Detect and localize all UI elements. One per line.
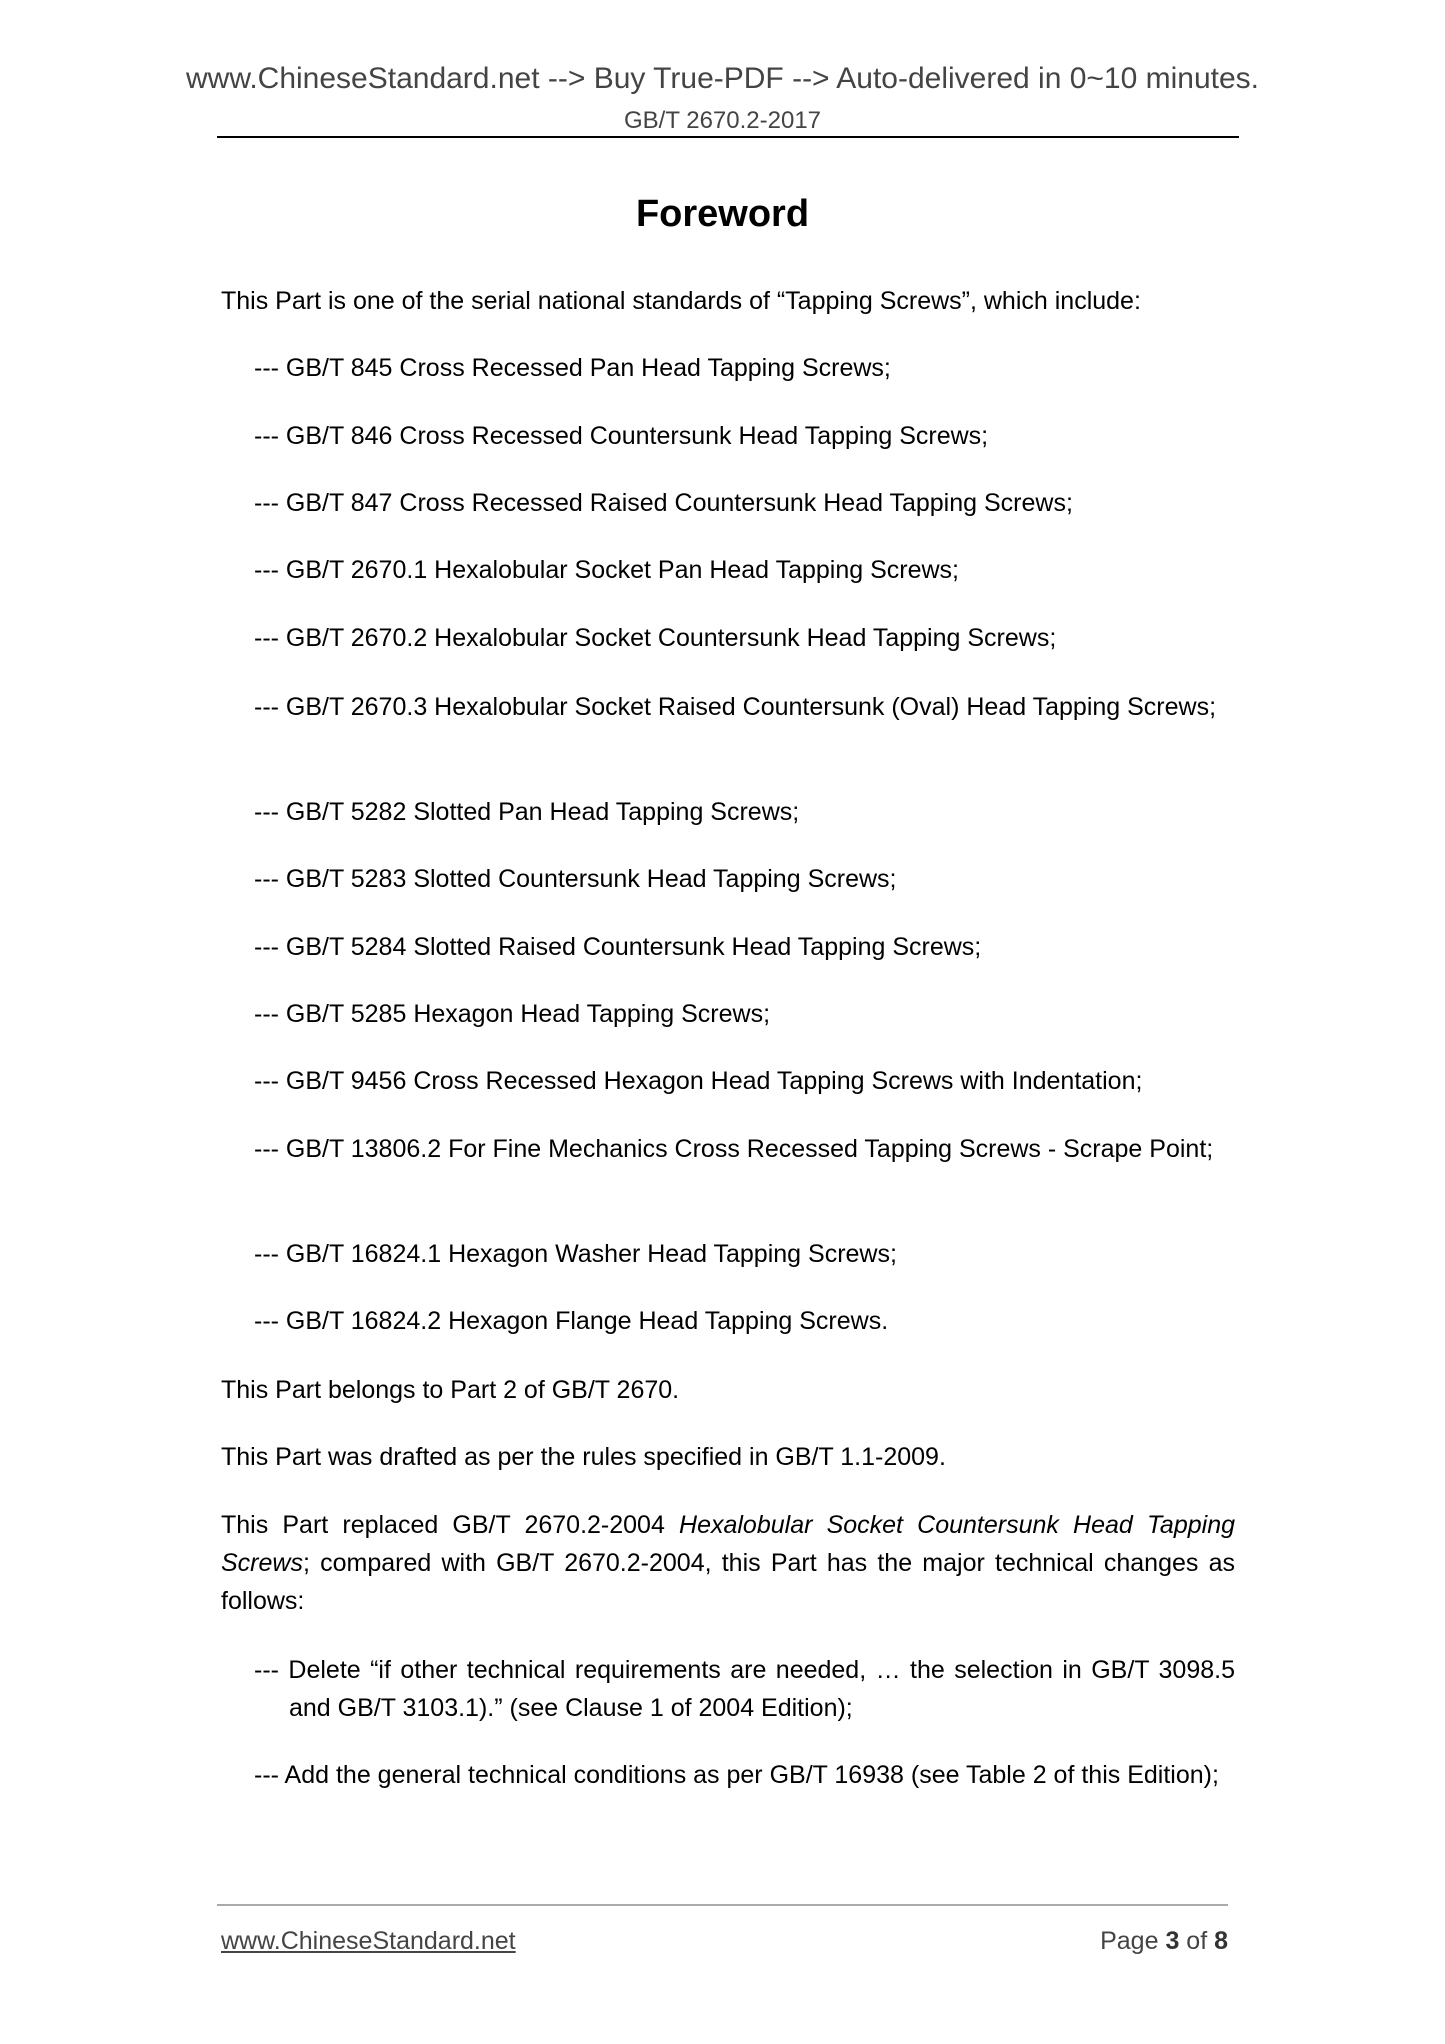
header-banner: www.ChineseStandard.net --> Buy True-PDF --> Auto-delivered in 0~10 minutes. — [185, 62, 1260, 95]
list-item: --- GB/T 2670.1 Hexalobular Socket Pan Head Tapping Screws; — [254, 556, 960, 584]
replaced-paragraph — [221, 1506, 1235, 1620]
list-item: --- GB/T 9456 Cross Recessed Hexagon Head Tapping Screws with Indentation; — [254, 1067, 1143, 1095]
replaced-prefix: This Part replaced GB/T 2670.2-2004 — [221, 1511, 680, 1539]
change-item: --- Add the general technical conditions as per GB/T 16938 (see Table 2 of this Edition); — [254, 1761, 1219, 1789]
list-item: --- GB/T 13806.2 For Fine Mechanics Cross Recessed Tapping Screws - Scrape Point; — [254, 1135, 1214, 1163]
page-of: of — [1179, 1927, 1215, 1955]
page-total: 8 — [1214, 1927, 1228, 1955]
standard-code: GB/T 2670.2-2017 — [623, 107, 822, 134]
page-current: 3 — [1165, 1927, 1180, 1955]
list-item: --- GB/T 5283 Slotted Countersunk Head Tapping Screws; — [254, 865, 897, 893]
replaced-suffix: ; compared with GB/T 2670.2-2004, this Part has the major technical changes as follows: — [221, 1549, 1235, 1615]
page-title: Foreword — [635, 193, 810, 235]
drafted-paragraph: This Part was drafted as per the rules specified in GB/T 1.1-2009. — [221, 1443, 946, 1471]
page-number — [1100, 1925, 1228, 1957]
list-item: --- GB/T 846 Cross Recessed Countersunk Head Tapping Screws; — [254, 422, 989, 450]
change-item: --- Delete “if other technical requirements are needed, … the selection in GB/T 3098.5 and GB/T 3103.1).” (see Clause 1 of 2004 Edition); — [254, 1656, 1235, 1722]
list-item: --- GB/T 5284 Slotted Raised Countersunk Head Tapping Screws; — [254, 933, 982, 961]
page-prefix: Page — [1100, 1927, 1166, 1955]
intro-paragraph: This Part is one of the serial national standards of “Tapping Screws”, which include: — [221, 287, 1141, 315]
header-divider — [217, 136, 1239, 138]
list-item: --- GB/T 2670.2 Hexalobular Socket Countersunk Head Tapping Screws; — [254, 624, 1057, 652]
list-item: --- GB/T 845 Cross Recessed Pan Head Tapping Screws; — [254, 354, 891, 382]
list-item: --- GB/T 5285 Hexagon Head Tapping Screws; — [254, 1000, 771, 1028]
list-item: --- GB/T 16824.2 Hexagon Flange Head Tapping Screws. — [254, 1307, 889, 1335]
footer-link[interactable]: www.ChineseStandard.net — [221, 1927, 516, 1955]
replaced-standard-title: Hexalobular Socket Countersunk Head Tapping Screws — [221, 1511, 1236, 1577]
list-item: --- GB/T 847 Cross Recessed Raised Countersunk Head Tapping Screws; — [254, 489, 1073, 517]
part-paragraph: This Part belongs to Part 2 of GB/T 2670. — [221, 1376, 680, 1404]
list-item: --- GB/T 16824.1 Hexagon Washer Head Tapping Screws; — [254, 1240, 897, 1268]
footer-divider — [217, 1904, 1228, 1906]
list-item: --- GB/T 5282 Slotted Pan Head Tapping Screws; — [254, 798, 800, 826]
list-item: --- GB/T 2670.3 Hexalobular Socket Raised Countersunk (Oval) Head Tapping Screws; — [254, 693, 1217, 721]
